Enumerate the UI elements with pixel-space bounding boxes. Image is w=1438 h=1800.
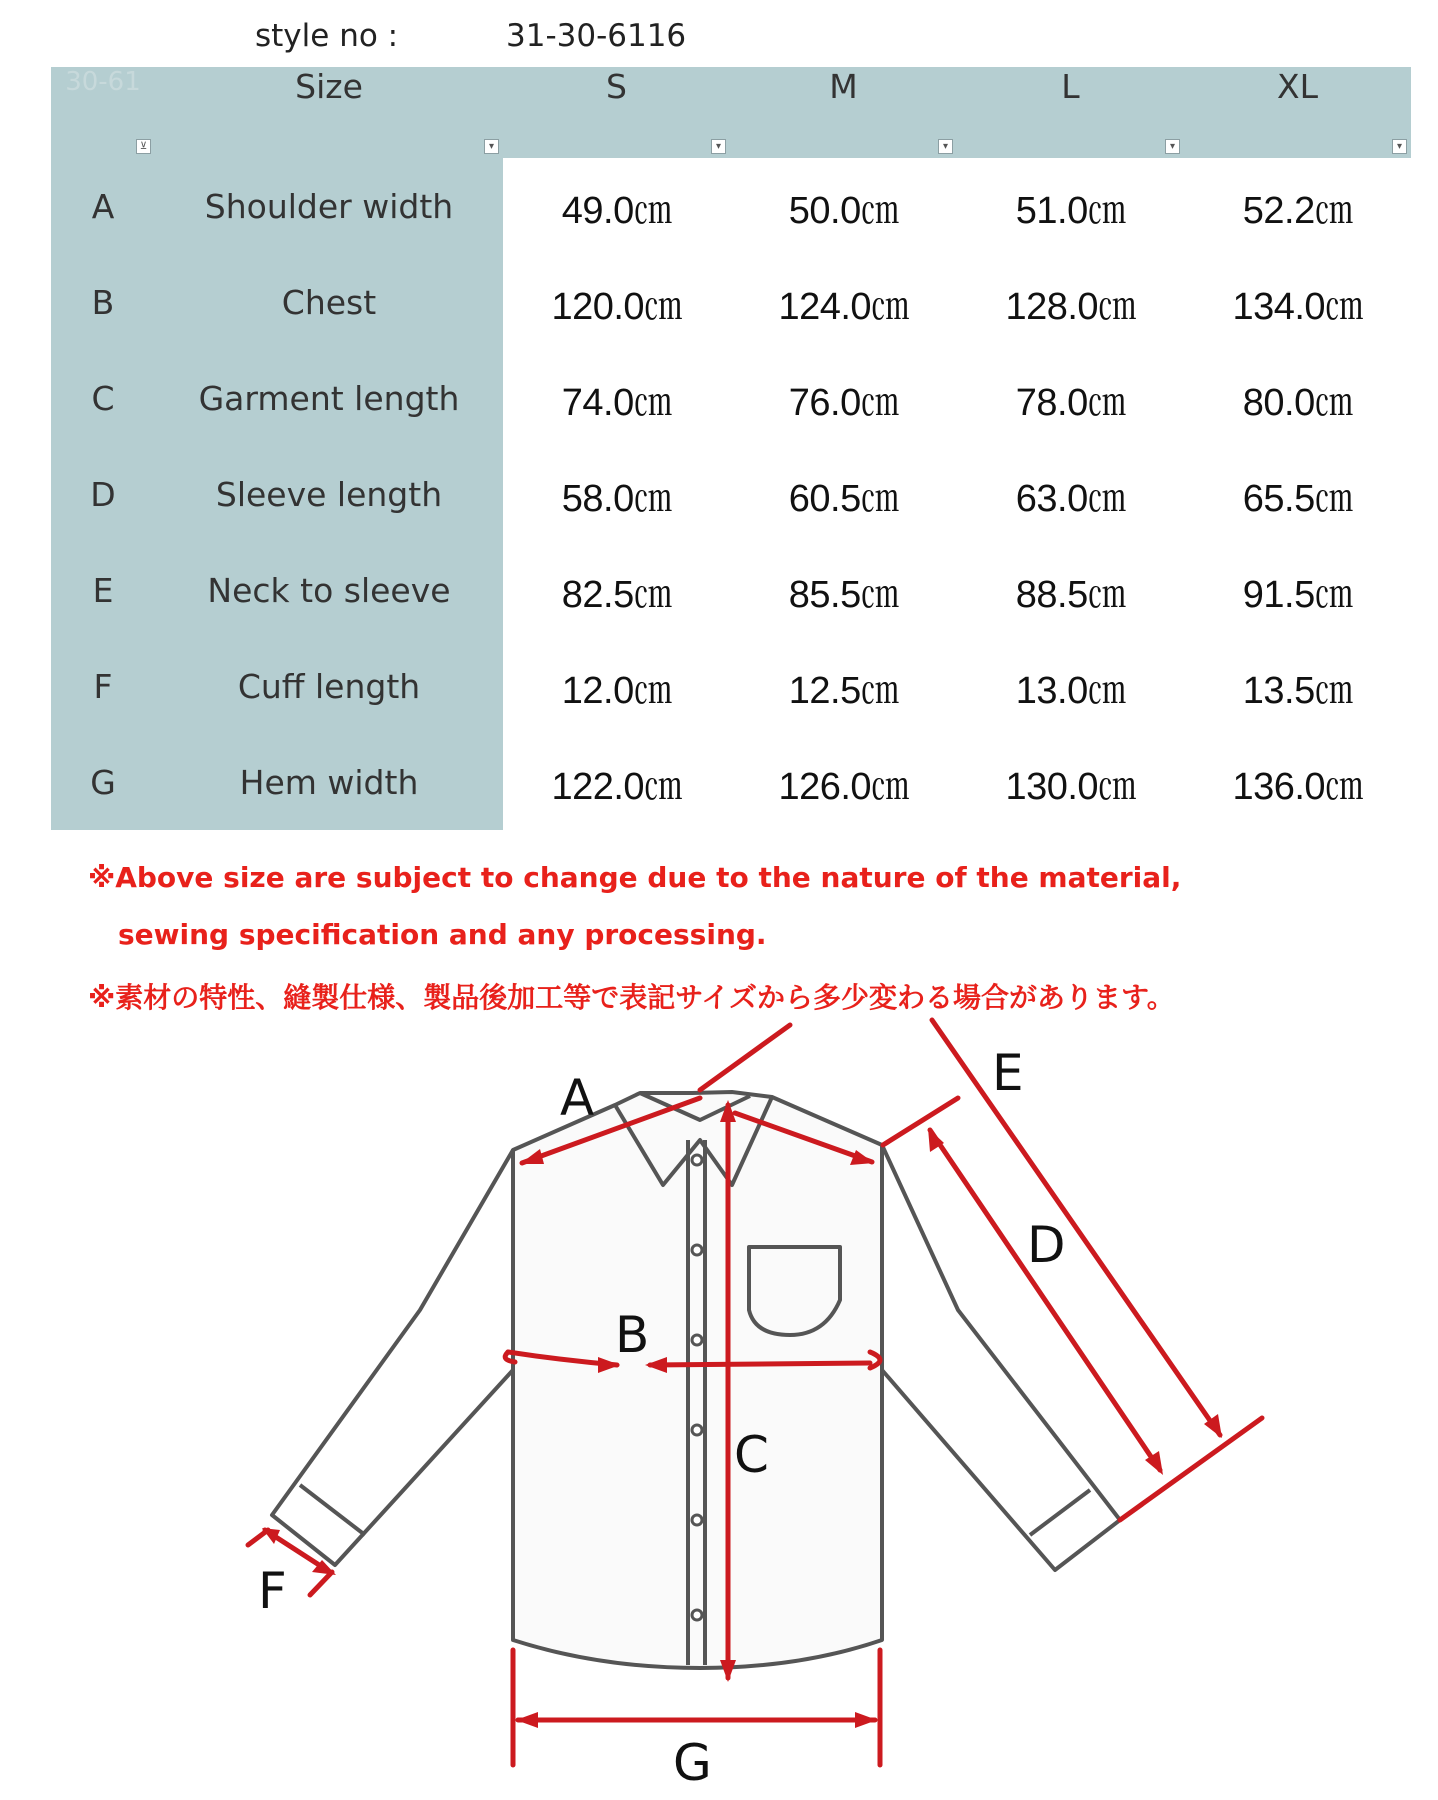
value-cell: 120.0㎝ [551, 285, 682, 328]
label-g: G [673, 1734, 712, 1792]
table-row [51, 638, 1411, 734]
row-name: Chest [155, 254, 503, 350]
row-name: Cuff length [155, 638, 503, 734]
note-english-line1: ※Above size are subject to change due to the nature of the material, [88, 861, 1182, 894]
label-e: E [992, 1044, 1024, 1102]
size-header-m [730, 67, 957, 158]
size-label: M [829, 67, 858, 106]
button-dot [692, 1515, 702, 1525]
size-header-xl [1184, 67, 1411, 158]
corner-header [51, 67, 155, 158]
button-dot [692, 1425, 702, 1435]
row-name: Hem width [155, 734, 503, 830]
value-cell: 136.0㎝ [1232, 765, 1363, 808]
row-letter: G [51, 734, 155, 830]
style-number-value: 31-30-6116 [506, 18, 687, 54]
table-row [51, 158, 1411, 254]
value-cell: 51.0㎝ [1015, 189, 1126, 232]
table-row [51, 446, 1411, 542]
value-cell: 80.0㎝ [1242, 381, 1353, 424]
filter-dropdown-icon[interactable]: ▾ [1165, 139, 1180, 154]
button-dot [692, 1155, 702, 1165]
table-row [51, 734, 1411, 830]
size-header-s [503, 67, 730, 158]
value-cell: 12.5㎝ [788, 669, 899, 712]
label-c: C [734, 1426, 769, 1484]
size-label: L [1061, 67, 1080, 106]
filter-active-icon[interactable]: ⊻ [136, 139, 151, 154]
row-letter: E [51, 542, 155, 638]
arrow-icon [855, 1712, 877, 1728]
size-header [155, 67, 503, 158]
value-cell: 13.0㎝ [1015, 669, 1126, 712]
shirt-outline-icon [272, 1092, 1120, 1668]
arrow-icon [262, 1528, 280, 1544]
row-letter: F [51, 638, 155, 734]
size-label: S [606, 67, 627, 106]
label-a: A [560, 1069, 595, 1127]
value-cell: 85.5㎝ [788, 573, 899, 616]
style-number-row [0, 14, 1438, 64]
button-dot [692, 1335, 702, 1345]
value-cell: 13.5㎝ [1242, 669, 1353, 712]
row-letter: C [51, 350, 155, 446]
value-cell: 74.0㎝ [561, 381, 672, 424]
row-name: Sleeve length [155, 446, 503, 542]
value-cell: 82.5㎝ [561, 573, 672, 616]
value-cell: 88.5㎝ [1015, 573, 1126, 616]
value-cell: 63.0㎝ [1015, 477, 1126, 520]
arrow-icon [516, 1712, 538, 1728]
row-name: Shoulder width [155, 158, 503, 254]
table-row [51, 350, 1411, 446]
value-cell: 124.0㎝ [778, 285, 909, 328]
row-letter: D [51, 446, 155, 542]
filter-dropdown-icon[interactable]: ▾ [938, 139, 953, 154]
value-cell: 130.0㎝ [1005, 765, 1136, 808]
value-cell: 78.0㎝ [1015, 381, 1126, 424]
shirt-measurement-diagram [0, 1010, 1438, 1800]
value-cell: 49.0㎝ [561, 189, 672, 232]
button-dot [692, 1610, 702, 1620]
value-cell: 65.5㎝ [1242, 477, 1353, 520]
value-cell: 12.0㎝ [561, 669, 672, 712]
row-letter: B [51, 254, 155, 350]
header-row [51, 67, 1411, 158]
value-cell: 52.2㎝ [1242, 189, 1353, 232]
value-cell: 126.0㎝ [778, 765, 909, 808]
note-english-line2: sewing specification and any processing. [118, 918, 767, 951]
filter-dropdown-icon[interactable]: ▾ [711, 139, 726, 154]
table-row [51, 542, 1411, 638]
row-name: Neck to sleeve [155, 542, 503, 638]
size-header-l [957, 67, 1184, 158]
row-letter: A [51, 158, 155, 254]
size-table [51, 67, 1411, 830]
label-f: F [258, 1562, 287, 1620]
arrow-icon [720, 1660, 736, 1682]
value-cell: 50.0㎝ [788, 189, 899, 232]
corner-text: 30-61 [65, 67, 141, 97]
value-cell: 58.0㎝ [561, 477, 672, 520]
label-b: B [615, 1306, 650, 1364]
value-cell: 134.0㎝ [1232, 285, 1363, 328]
value-cell: 91.5㎝ [1242, 573, 1353, 616]
value-cell: 122.0㎝ [551, 765, 682, 808]
size-label: XL [1277, 67, 1318, 106]
row-name: Garment length [155, 350, 503, 446]
label-d: D [1027, 1216, 1066, 1274]
value-cell: 76.0㎝ [788, 381, 899, 424]
style-number-label: style no : [255, 18, 399, 54]
filter-dropdown-icon[interactable]: ▾ [1392, 139, 1407, 154]
button-dot [692, 1245, 702, 1255]
size-header-label: Size [295, 67, 363, 106]
value-cell: 128.0㎝ [1005, 285, 1136, 328]
filter-dropdown-icon[interactable]: ▾ [484, 139, 499, 154]
table-row [51, 254, 1411, 350]
value-cell: 60.5㎝ [788, 477, 899, 520]
note-japanese: ※素材の特性、縫製仕様、製品後加工等で表記サイズから多少変わる場合があります。 [88, 981, 1175, 1014]
